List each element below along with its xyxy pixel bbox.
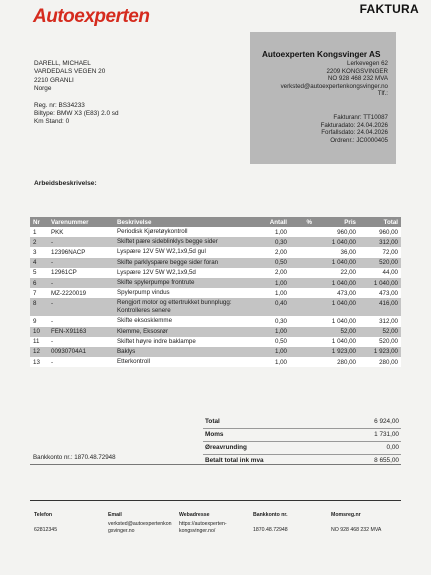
cell-nr: 2 [30,237,48,247]
cell-nr: 7 [30,288,48,298]
customer-country: Norge [34,85,52,93]
footer-web [179,512,227,534]
cell-percent [290,298,315,316]
cell-antall: 2,00 [245,268,290,278]
cell-percent [290,357,315,367]
cell-beskrivelse: Baklys [114,347,245,357]
cell-pris: 960,00 [315,227,359,237]
cell-nr: 4 [30,258,48,268]
table-row [30,247,401,257]
cell-total: 312,00 [359,237,401,247]
cell-beskrivelse: Spylerpump vindus [114,288,245,298]
cell-varenummer: FEN-X91163 [48,327,114,337]
cell-nr: 10 [30,327,48,337]
cell-varenummer: - [48,337,114,347]
cell-nr: 6 [30,278,48,288]
cell-pris: 36,00 [315,247,359,257]
cell-total: 473,00 [359,288,401,298]
cell-nr: 13 [30,357,48,367]
cell-varenummer: - [48,357,114,367]
cell-beskrivelse: Skifte parklyspære begge sider foran [114,258,245,268]
cell-beskrivelse: Skifte spylerpumpe frontrute [114,278,245,288]
totals-row [203,416,401,429]
footer-email-value-cont: gsvinger.no [108,527,135,534]
cell-percent [290,247,315,257]
work-description-title: Arbeidsbeskrivelse: [34,180,97,187]
totals-value: 6 924,00 [374,418,399,425]
company-org-nr: NO 928 468 232 MVA [327,75,388,83]
cell-pris: 1 040,00 [315,316,359,326]
cell-antall: 1,00 [245,278,290,288]
cell-antall: 1,00 [245,227,290,237]
footer-vat-label: Momsreg.nr [331,512,361,518]
cell-pris: 280,00 [315,357,359,367]
cell-percent [290,278,315,288]
cell-antall: 0,30 [245,237,290,247]
totals-value: 1 731,00 [374,431,399,438]
cell-antall: 0,40 [245,298,290,316]
cell-pris: 52,00 [315,327,359,337]
cell-beskrivelse: Etterkontroll [114,357,245,367]
cell-pris: 1 040,00 [315,337,359,347]
table-row [30,227,401,237]
cell-percent [290,227,315,237]
company-info-box [250,32,396,164]
cell-antall: 1,00 [245,347,290,357]
col-header-beskrivelse: Beskrivelse [114,217,245,227]
cell-varenummer: - [48,278,114,288]
footer-phone-value: 62812345 [34,527,58,534]
cell-percent [290,327,315,337]
cell-total: 520,00 [359,258,401,268]
cell-total: 416,00 [359,298,401,316]
totals-block [203,416,401,467]
invoice-date: Fakturadato: 24.04.2026 [320,121,388,129]
cell-beskrivelse: Skifte eksosklemme [114,316,245,326]
footer-web-value: https://autoexperten- [179,521,227,528]
cell-pris: 22,00 [315,268,359,278]
table-row [30,237,401,247]
totals-value: 8 655,00 [374,457,399,464]
cell-pris: 1 040,00 [315,298,359,316]
cell-total: 52,00 [359,327,401,337]
footer-phone-label: Telefon [34,512,53,518]
col-header-nr: Nr [30,217,48,227]
cell-percent [290,347,315,357]
divider [30,464,401,465]
footer-email [108,512,172,534]
cell-percent [290,237,315,247]
table-row [30,268,401,278]
totals-row [203,429,401,442]
customer-address [34,60,119,127]
col-header-antall: Antall [245,217,290,227]
cell-beskrivelse: Skiftet pære sideblinklys begge sider [114,237,245,247]
cell-total: 960,00 [359,227,401,237]
footer-bank-label: Bankkonto nr. [253,512,288,518]
customer-postal: 2210 GRANLI [34,76,74,84]
cell-percent [290,268,315,278]
cell-total: 1 040,00 [359,278,401,288]
customer-street: VARDEDALS VEGEN 20 [34,68,106,76]
cell-nr: 1 [30,227,48,237]
cell-pris: 1 040,00 [315,237,359,247]
totals-row [203,442,401,455]
cell-varenummer: 00930704A1 [48,347,114,357]
company-name: Autoexperten Kongsvinger AS [262,50,381,59]
table-body [30,227,401,367]
totals-label: Øreavrunding [205,444,247,451]
bank-account: Bankkonto nr.: 1870.48.72948 [33,454,116,461]
invoice-meta [321,114,388,144]
invoice-number: Fakturanr: TT10087 [333,114,388,121]
cell-beskrivelse: Rengjort motor og ettertrukket bunnplugg: Kontrolleres senere [114,298,245,316]
cell-total: 72,00 [359,247,401,257]
table-row [30,347,401,357]
cell-nr: 8 [30,298,48,316]
cell-antall: 1,00 [245,288,290,298]
table-row [30,258,401,268]
footer-email-label: Email [108,512,122,518]
company-logo: Autoexperten [33,6,150,27]
cell-percent [290,316,315,326]
order-number: Ordrenr.: JC0000405 [330,136,388,144]
cell-nr: 11 [30,337,48,347]
cell-total: 280,00 [359,357,401,367]
table-row [30,316,401,326]
table-row [30,327,401,337]
cell-antall: 2,00 [245,247,290,257]
col-header-total: Total [359,217,401,227]
company-phone: Tlf.: [377,90,388,98]
cell-varenummer: 12961CP [48,268,114,278]
footer-phone [34,512,57,534]
cell-beskrivelse: Lyspære 12V 5W W2,1x9,5d [114,268,245,278]
totals-label: Betalt total ink mva [205,457,264,464]
vehicle-reg-nr: Reg. nr: BS34233 [34,101,85,109]
cell-varenummer: MZ-2220019 [48,288,114,298]
footer-vat [331,512,381,534]
cell-percent [290,288,315,298]
table-row [30,288,401,298]
document-title: FAKTURA [359,2,419,16]
cell-beskrivelse: Periodisk Kjøretøykontroll [114,227,245,237]
cell-antall: 0,50 [245,258,290,268]
footer-bank-value: 1870.48.72948 [253,527,288,534]
cell-beskrivelse: Skiftet høyre indre baklampe [114,337,245,347]
col-header-varenummer: Varenummer [48,217,114,227]
cell-total: 44,00 [359,268,401,278]
table-row [30,298,401,316]
cell-pris: 1 923,00 [315,347,359,357]
cell-pris: 1 040,00 [315,258,359,268]
company-street: Lerkevegen 62 [347,60,388,67]
cell-varenummer: PKK [48,227,114,237]
cell-pris: 473,00 [315,288,359,298]
cell-antall: 1,00 [245,327,290,337]
cell-pris: 1 040,00 [315,278,359,288]
cell-beskrivelse: Klemme, Eksosrør [114,327,245,337]
customer-name: DARELL, MICHAEL [34,60,91,67]
cell-antall: 0,50 [245,337,290,347]
cell-varenummer: - [48,298,114,316]
cell-nr: 5 [30,268,48,278]
cell-varenummer: 12396NACP [48,247,114,257]
cell-nr: 12 [30,347,48,357]
cell-beskrivelse: Lyspære 12V 5W W2,1x9,5d gul [114,247,245,257]
cell-total: 312,00 [359,316,401,326]
col-header-pris: Pris [315,217,359,227]
table-header-row [30,217,401,227]
cell-varenummer: - [48,316,114,326]
company-postal: 2209 KONGSVINGER [326,67,388,75]
due-date: Forfallsdato: 24.04.2026 [321,129,388,137]
footer-email-value: verksted@autoexpertenkon [108,521,172,528]
table-row [30,357,401,367]
cell-varenummer: - [48,258,114,268]
footer-bank [253,512,288,534]
cell-varenummer: - [48,237,114,247]
company-address [281,60,388,98]
cell-nr: 3 [30,247,48,257]
footer-vat-value: NO 928 468 232 MVA [331,527,382,534]
table-row [30,337,401,347]
footer-web-value-cont: kongsvinger.no/ [179,527,216,534]
totals-row-grand [203,455,401,467]
cell-antall: 0,30 [245,316,290,326]
cell-percent [290,337,315,347]
col-header-percent: % [290,217,315,227]
cell-antall: 1,00 [245,357,290,367]
totals-label: Total [205,418,220,425]
invoice-lines-table [30,217,401,367]
totals-value: 0,00 [386,444,399,451]
footer-web-label: Webadresse [179,512,210,518]
cell-total: 520,00 [359,337,401,347]
footer-divider [30,500,401,501]
company-email: verksted@autoexpertenkongsvinger.no [280,82,388,90]
vehicle-km: Km Stand: 0 [34,118,70,126]
cell-total: 1 923,00 [359,347,401,357]
table-row [30,278,401,288]
cell-nr: 9 [30,316,48,326]
vehicle-type: Biltype: BMW X3 (E83) 2.0 sd [34,110,119,118]
cell-percent [290,258,315,268]
totals-label: Moms [205,431,224,438]
